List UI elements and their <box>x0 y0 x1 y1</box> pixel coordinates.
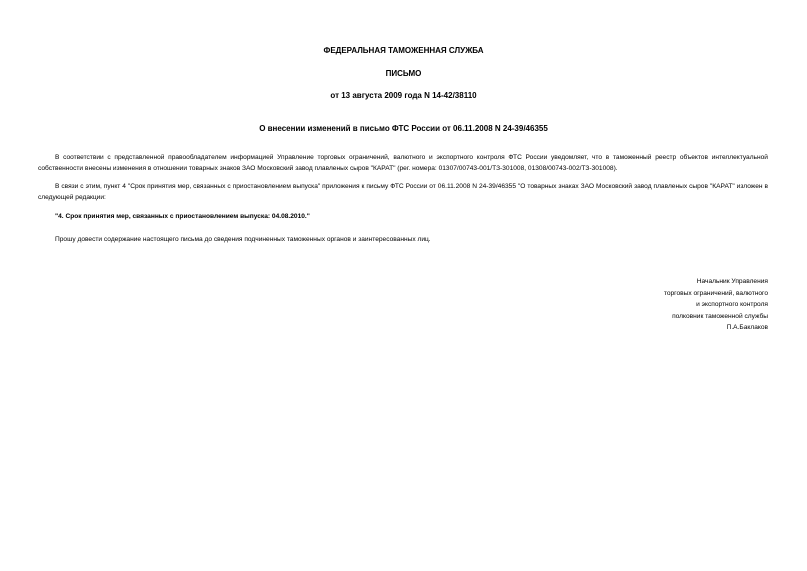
document-date-number: от 13 августа 2009 года N 14-42/38110 <box>330 91 477 100</box>
signature-department: торговых ограничений, валютного <box>663 289 768 297</box>
document-subject: О внесении изменений в письмо ФТС России от 06.11.2008 N 24-39/46355 <box>259 124 548 133</box>
signature-name: П.А.Баклаков <box>726 324 768 332</box>
quoted-amendment: "4. Срок принятия мер, связанных с приостановлением выпуска: 04.08.2010." <box>55 213 310 220</box>
signature-rank: полковник таможенной службы <box>672 312 768 320</box>
signature-position: Начальник Управления <box>696 278 768 285</box>
agency-title: ФЕДЕРАЛЬНАЯ ТАМОЖЕННАЯ СЛУЖБА <box>323 46 484 55</box>
document-type: ПИСЬМО <box>385 69 422 78</box>
signature-department-cont: и экспортного контроля <box>696 301 768 309</box>
body-paragraph-2: В связи с этим, пункт 4 "Срок принятия мер, связанных с приостановлением выпуска" приложения к письму ФТС России от 06.11.2008 N 24-39/46355 "О товарных знаках ЗАО Московский завод плавленых сыров "КАРАТ" изложен в следующей редакции: <box>38 183 768 201</box>
body-paragraph-3: Прошу довести содержание настоящего письма до сведения подчиненных таможенных органов и заинтересованных лиц. <box>55 236 431 243</box>
signature-block <box>664 276 768 334</box>
body-paragraph-1: В соответствии с представленной правообладателем информацией Управление торговых ограничений, валютного и экспортного контроля ФТС России уведомляет, что в таможенный реестр объектов интеллектуальной собственности внесены изменения в отношении товарных знаков ЗАО Московский завод плавленых сыров "КАРАТ" (рег. номера: 01307/00743-001/ТЗ-301008, 01308/00743-002/ТЗ-301008). <box>38 154 768 172</box>
